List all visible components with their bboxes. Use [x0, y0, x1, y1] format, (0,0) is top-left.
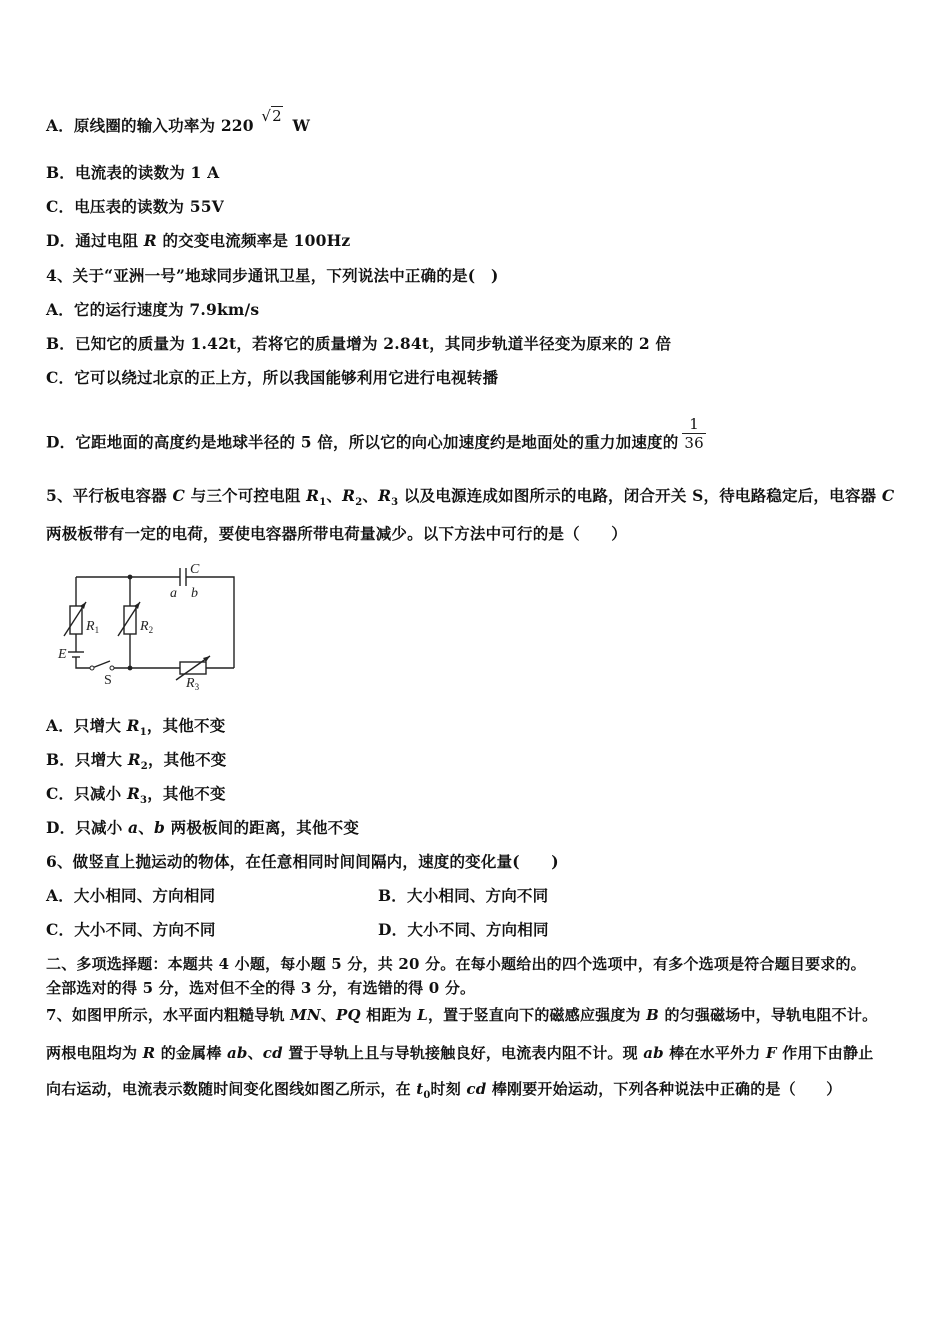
section2-instructions-line2: 全部选对的得 5 分，选对但不全的得 3 分，有选错的得 0 分。 — [46, 979, 476, 997]
label-plate-a: a — [170, 586, 177, 601]
q6-option-d: D．大小不同、方向相同 — [378, 920, 549, 939]
q4-option-c: C．它可以绕过北京的正上方，所以我国能够利用它进行电视转播 — [46, 368, 499, 387]
fraction-numerator: 1 — [689, 415, 700, 433]
label-plate-b: b — [191, 586, 198, 601]
junction-node-bottom — [128, 666, 133, 671]
fraction-denominator: 36 — [684, 434, 704, 452]
label-r1: $R_1$ — [86, 619, 100, 635]
sqrt-symbol: √ — [261, 107, 272, 125]
q4-option-d: D．它距地面的高度约是地球半径的 5 倍，所以它的向心加速度约是地面处的重力加速度的 $\frac{1}{36}$ — [46, 415, 704, 452]
q6-options-row1 — [46, 884, 215, 906]
label-r3: $R_3$ — [186, 676, 200, 692]
label-r2: $R_2$ — [140, 619, 154, 635]
q7-stem-line3: 向右运动，电流表示数随时间变化图线如图乙所示，在 $t_0$时刻 cd 棒刚要开始运动，下列各种说法中正确的是（ ） — [46, 1080, 842, 1101]
q3-option-a-unit: W — [286, 116, 311, 135]
fraction — [682, 415, 706, 452]
arrowhead-r2 — [134, 602, 140, 609]
q7-stem-line1: 7、如图甲所示，水平面内粗糙导轨 MN、PQ 相距为 L，置于竖直向下的磁感应强度为 B 的匀强磁场中，导轨电阻不计。 — [46, 1006, 878, 1024]
junction-node-top — [128, 575, 133, 580]
q5-stem-line2: 两极板带有一定的电荷，要使电容器所带电荷量减少。以下方法中可行的是（ ） — [46, 524, 627, 543]
q4-stem: 4、关于“亚洲一号”地球同步通讯卫星，下列说法中正确的是( ) — [46, 266, 499, 285]
label-capacitor-c: C — [190, 562, 200, 577]
label-emf-e: E — [58, 647, 67, 662]
q3-option-d: D．通过电阻 R 的交变电流频率是 100Hz — [46, 231, 351, 250]
q5-option-a: A．只增大 $R_1$，其他不变 — [46, 716, 226, 739]
switch-contact-right — [110, 666, 114, 670]
q3-option-a-text: A．原线圈的输入功率为 220 — [46, 116, 260, 135]
q6-option-a: A．大小相同、方向相同 — [46, 886, 216, 905]
q3-option-c: C．电压表的读数为 55V — [46, 197, 224, 216]
q3-option-b: B．电流表的读数为 1 A — [46, 163, 220, 182]
q5-option-b: B．只增大 $R_2$，其他不变 — [46, 750, 227, 773]
q4-option-a: A．它的运行速度为 7.9km/s — [46, 300, 260, 319]
switch-contact-left — [90, 666, 94, 670]
q5-stem-line1: 5、平行板电容器 C 与三个可控电阻 $R_1$、$R_2$、$R_3$ 以及电源连成如图所示的电路，闭合开关 S，待电路稳定后，电容器 C — [46, 486, 895, 509]
q6-option-b: B．大小相同、方向不同 — [378, 886, 549, 905]
q7-stem-line2: 两根电阻均为 R 的金属棒 ab、cd 置于导轨上且与导轨接触良好，电流表内阻不计。现 ab 棒在水平外力 F 作用下由静止 — [46, 1044, 874, 1062]
label-switch-s: S — [104, 673, 112, 688]
section2-instructions-line1: 二、多项选择题：本题共 4 小题，每小题 5 分，共 20 分。在每小题给出的四个选项中，有多个选项是符合题目要求的。 — [46, 955, 866, 973]
q6-stem: 6、做竖直上抛运动的物体，在任意相同时间间隔内，速度的变化量( ) — [46, 852, 559, 871]
circuit-diagram — [52, 556, 252, 692]
q6-option-c: C．大小不同、方向不同 — [46, 920, 216, 939]
arrowhead-r1 — [80, 602, 86, 609]
q5-option-c: C．只减小 $R_3$，其他不变 — [46, 784, 226, 807]
arrowhead-r3 — [203, 656, 210, 662]
sqrt-expression — [261, 107, 283, 135]
sqrt-radicand: 2 — [272, 107, 282, 125]
q3-option-a — [46, 107, 311, 136]
q5-option-d: D．只减小 a、b 两极板间的距离，其他不变 — [46, 818, 360, 837]
switch-blade — [92, 661, 110, 668]
q4-option-b: B．已知它的质量为 1.42t，若将它的质量增为 2.84t，其同步轨道半径变为原来的 2 倍 — [46, 334, 672, 353]
